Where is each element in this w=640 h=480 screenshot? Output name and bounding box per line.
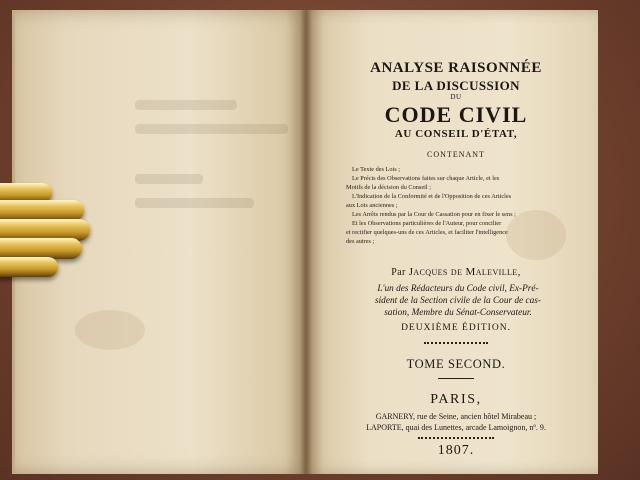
- contents-line: L'Indication de la Conformité et de l'Opposition de ces Articles: [352, 193, 512, 200]
- ornamental-rule: [424, 342, 488, 344]
- contents-line: Le Texte des Lois ;: [352, 166, 401, 173]
- volume-label: TOME SECOND.: [406, 357, 506, 371]
- contents-line: et rectifier quelques-uns de ces Articles, et faciliter l'intelligence: [346, 229, 508, 236]
- ornamental-rule: [418, 437, 494, 439]
- show-through-text: [135, 100, 305, 320]
- contents-line: Le Précis des Observations faites sur chaque Article, et les: [352, 175, 500, 182]
- contents-line: aux Lois anciennes ;: [346, 202, 398, 209]
- title-line-1: ANALYSE RAISONNÉE: [370, 60, 542, 76]
- contents-line: des autres ;: [346, 238, 375, 245]
- publisher-line: LAPORTE, quai des Lunettes, arcade Lamoignon, nº. 9.: [366, 423, 546, 432]
- contents-line: Et les Observations particulières de l'Auteur, pour concilier: [352, 220, 502, 227]
- main-title: CODE CIVIL: [384, 102, 528, 127]
- author-prefix: Par: [391, 267, 409, 278]
- finger-shape: [0, 257, 58, 277]
- title-line-3: DU: [450, 93, 462, 101]
- publication-year: 1807.: [437, 443, 475, 458]
- contents-list: [346, 165, 586, 246]
- finger-shape: [0, 200, 84, 221]
- foxing-stain: [75, 310, 145, 350]
- finger-shape: [0, 238, 82, 259]
- title-page: [318, 20, 594, 470]
- author-qualifications: [338, 283, 578, 319]
- edition-label: DEUXIÈME ÉDITION.: [401, 323, 511, 333]
- author-line: [318, 266, 594, 278]
- publisher-line: GARNERY, rue de Seine, ancien hôtel Mirabeau ;: [375, 412, 537, 421]
- qualification-line: sation, Membre du Sénat-Conservateur.: [384, 308, 532, 318]
- contenant-heading: CONTENANT: [427, 150, 485, 159]
- title-line-2: DE LA DISCUSSION: [392, 78, 520, 93]
- publishers: [318, 411, 594, 433]
- contents-line: Les Arrêts rendus par la Cour de Cassation pour en fixer le sens ;: [352, 211, 516, 218]
- contents-line: Motifs de la décision du Conseil ;: [346, 184, 431, 191]
- book-gutter: [300, 10, 312, 474]
- qualification-line: L'un des Rédacteurs du Code civil, Ex-Pré-: [377, 284, 539, 294]
- qualification-line: sident de la Section civile de la Cour de cas-: [374, 296, 541, 306]
- author-name: Jacques de Maleville,: [408, 266, 521, 278]
- divider-rule: [438, 378, 474, 379]
- title-line-5: AU CONSEIL D'ÉTAT,: [394, 128, 518, 140]
- imprint-city: PARIS,: [430, 392, 482, 407]
